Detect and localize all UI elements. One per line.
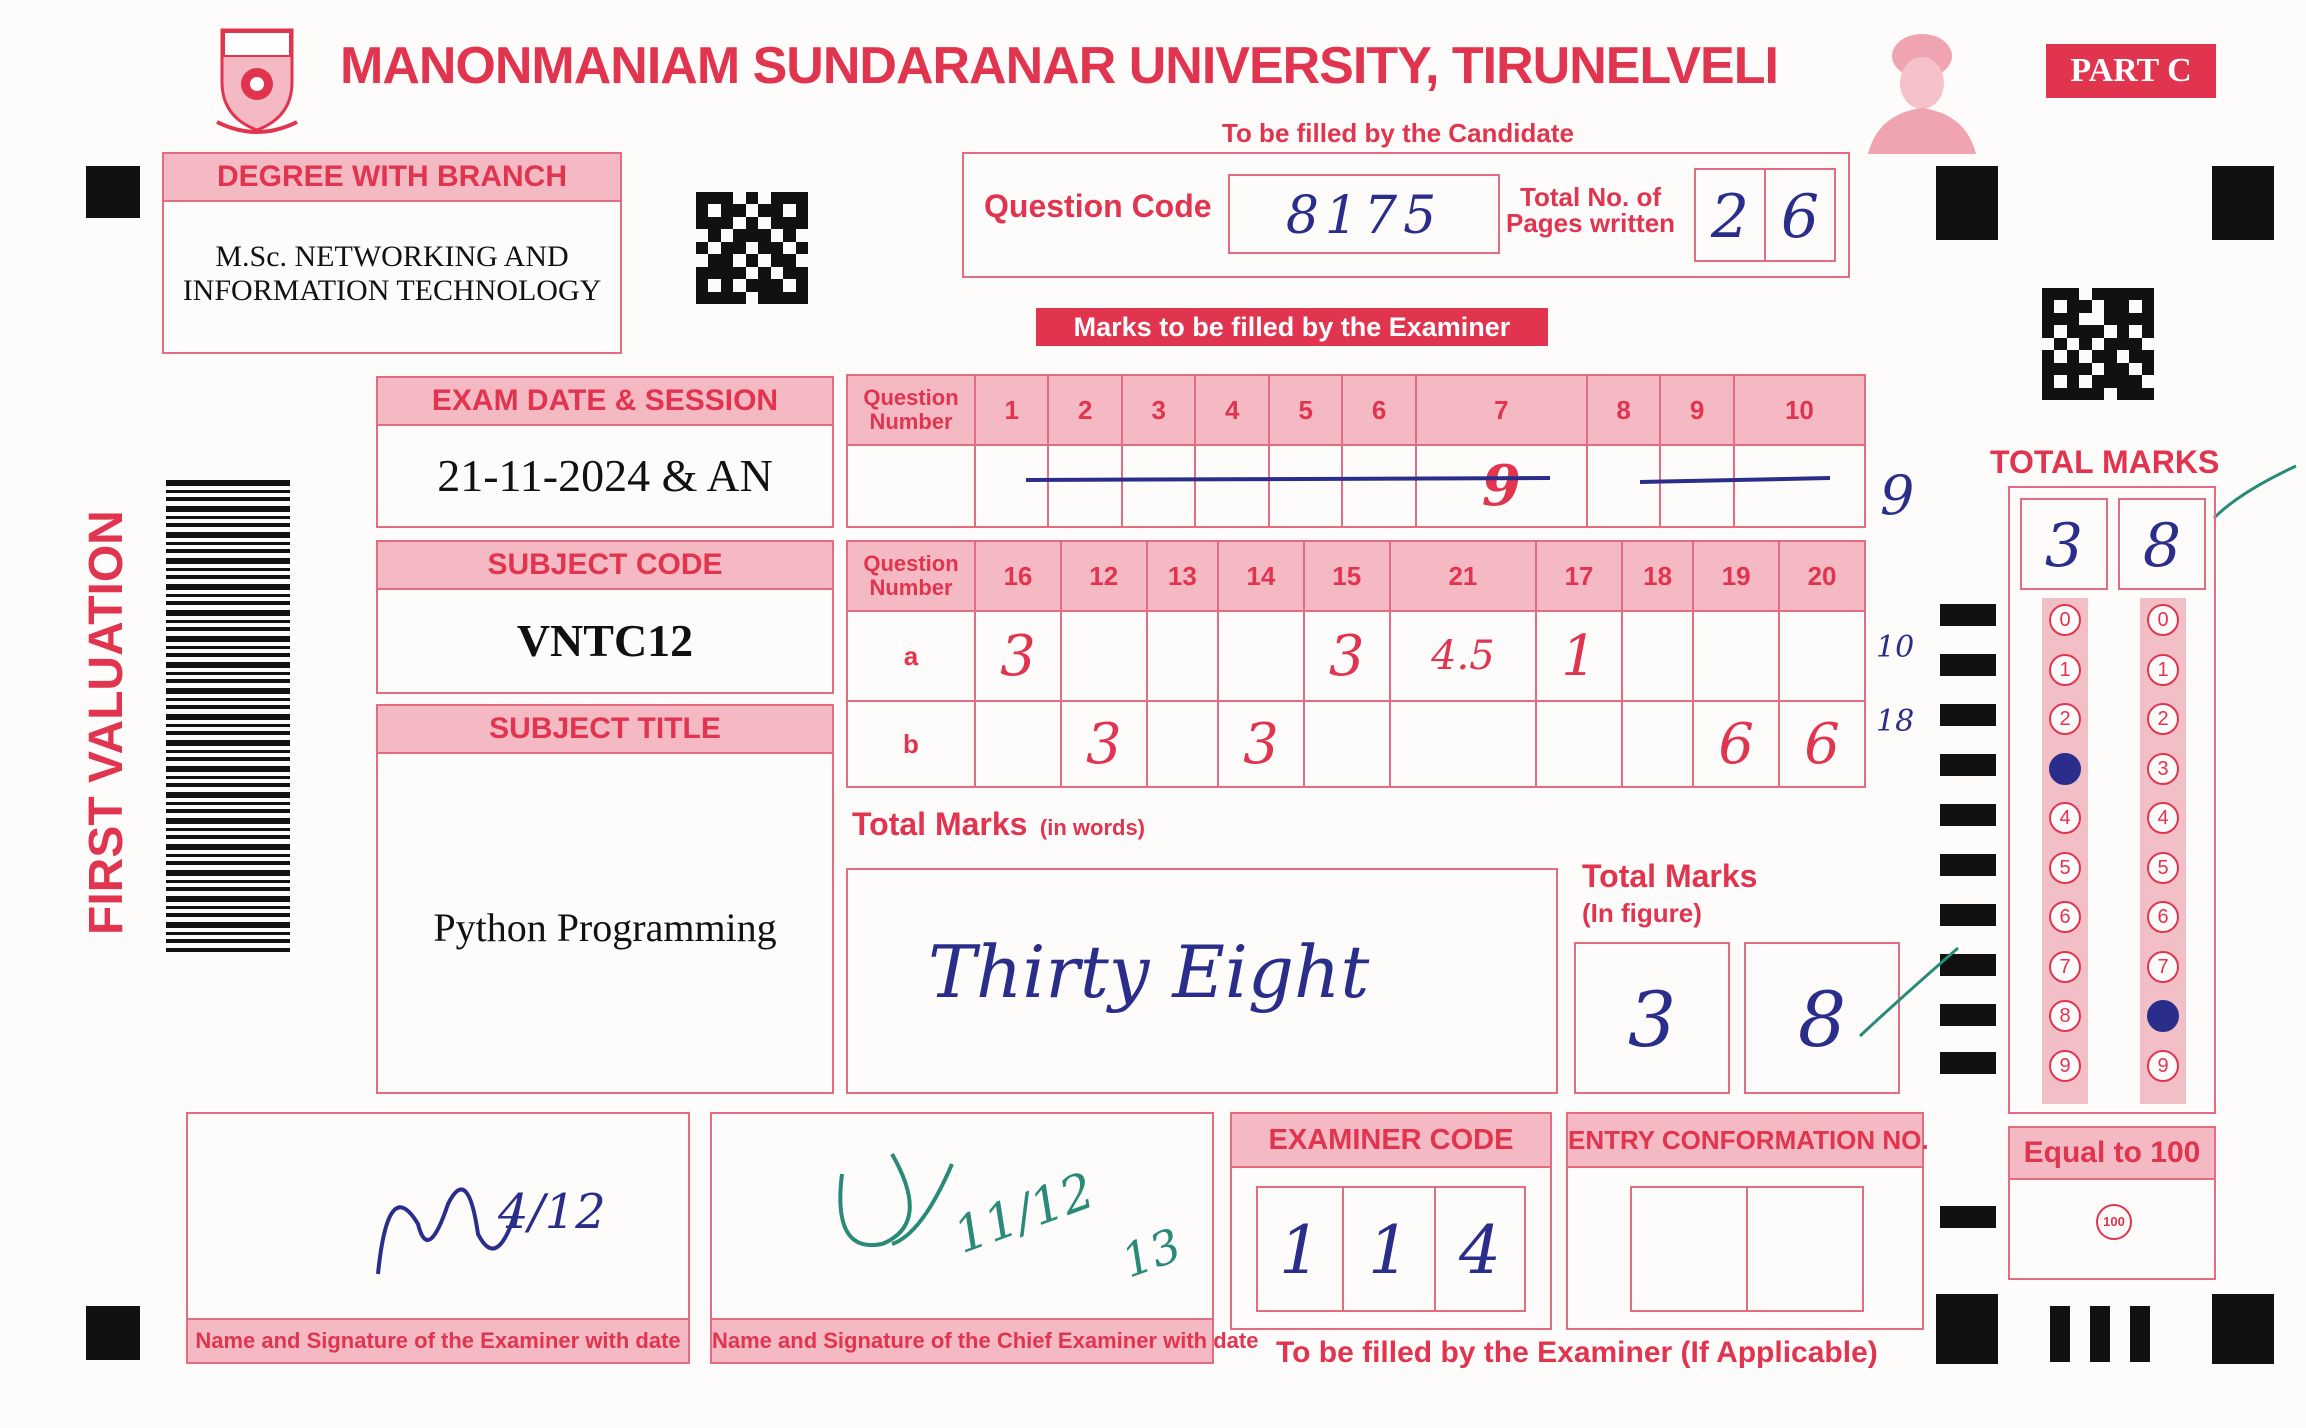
degree-label: DEGREE WITH BRANCH [164,154,620,202]
question-number-header: Question Number [847,541,975,611]
examiner-code-digit: 1 [1279,1212,1321,1289]
signature-icon [822,1134,962,1264]
degree-box [162,152,622,354]
total-words-label: Total Marks [852,806,1028,842]
pages-digit: 2 [1710,182,1750,252]
marks-cell-b[interactable] [1147,701,1218,787]
omr-bubble-7[interactable]: 7 [2147,951,2179,983]
marks-cell-a[interactable] [1693,611,1779,701]
strike-line [1020,470,1840,490]
subject-title-label: SUBJECT TITLE [378,706,832,754]
marks-cell-b[interactable] [975,701,1061,787]
examiner-code-digit-box[interactable] [1342,1186,1436,1312]
omr-bubble-3[interactable]: 3 [2147,753,2179,785]
total-marks-digit-box[interactable] [2020,498,2108,590]
subject-title-box [376,704,834,1094]
part-badge: PART C [2046,44,2216,98]
marks-cell-a[interactable] [1061,611,1147,701]
examiner-signature-box [186,1112,690,1364]
marks-cell-b[interactable] [1622,701,1693,787]
total-words-suffix: (in words) [1039,815,1146,840]
qn-header: 7 [1416,375,1587,445]
qn-header: 20 [1779,541,1865,611]
barcode-icon [166,480,290,952]
marks-cell-b[interactable]: 6 [1779,701,1865,787]
university-logo-icon [212,22,302,137]
question-number-header: Question Number [847,375,975,445]
examiner-code-box [1230,1112,1552,1330]
degree-value-line2: INFORMATION TECHNOLOGY [182,274,602,307]
pages-digit-box[interactable] [1694,168,1766,262]
chief-signature-label: Name and Signature of the Chief Examiner with date [712,1318,1212,1362]
qn-header: 3 [1122,375,1195,445]
marks-cell-b[interactable] [1304,701,1390,787]
total-figure-label: Total Marks [1582,858,1758,894]
qn-header: 5 [1269,375,1342,445]
registration-mark [1936,166,1998,240]
qn-header: 10 [1734,375,1865,445]
question-code-label: Question Code [984,188,1212,224]
marks-cell-a[interactable] [1218,611,1304,701]
subject-code-box [376,540,834,694]
examiner-signature-label: Name and Signature of the Examiner with date [188,1318,688,1362]
exam-date-value: 21-11-2024 & AN [437,450,773,501]
qn-header: 15 [1304,541,1390,611]
examiner-code-digit: 4 [1459,1212,1501,1289]
question-code-value: 8175 [1285,186,1443,246]
total-words-value: Thirty Eight [928,930,1370,1014]
footer-note: To be filled by the Examiner (If Applicable) [1276,1336,1878,1369]
top-row-total: 9 [1880,464,1915,527]
marks-cell-b[interactable]: 6 [1693,701,1779,787]
marks-cell[interactable] [847,445,975,527]
equal-to-box [2008,1126,2216,1280]
registration-mark [86,1306,140,1360]
omr-bubble-0[interactable]: 0 [2049,604,2081,636]
entry-conf-box [1566,1112,1929,1330]
qn-header: 19 [1693,541,1779,611]
marks-cell-b[interactable]: 3 [1061,701,1147,787]
signature-icon [368,1164,528,1284]
qn-header: 14 [1218,541,1304,611]
examiner-code-digit-box[interactable] [1256,1186,1344,1312]
qn-header: 16 [975,541,1061,611]
omr-bubble-8[interactable]: 8 [2049,1000,2081,1032]
omr-bubble-2[interactable]: 2 [2147,703,2179,735]
qn-header: 6 [1342,375,1415,445]
total-figure-digit: 8 [1797,975,1847,1064]
omr-bubble-5[interactable]: 5 [2147,852,2179,884]
examiner-signature-value: 4/12 [498,1184,606,1240]
registration-mark [1936,1294,1998,1364]
marks-cell-b[interactable] [1390,701,1536,787]
row-a-total: 10 [1876,630,1915,665]
omr-bubble-1[interactable]: 1 [2147,654,2179,686]
qn-header: 9 [1660,375,1733,445]
qn-header: 13 [1147,541,1218,611]
pages-digit: 6 [1780,182,1820,252]
omr-bubble-7[interactable]: 7 [2049,951,2081,983]
omr-bubble-6[interactable]: 6 [2147,901,2179,933]
total-marks-label: TOTAL MARKS [1990,444,2220,480]
pages-label-line1: Total No. of [1520,182,1662,212]
pages-label-line2: Pages written [1506,208,1676,238]
omr-bubble-3[interactable]: 3 [2049,753,2081,785]
total-marks-digit: 8 [2142,511,2182,581]
qn-header: 21 [1390,541,1536,611]
omr-bubble-6[interactable]: 6 [2049,901,2081,933]
entry-conf-field[interactable] [1746,1186,1864,1312]
registration-mark [2090,1306,2110,1362]
examiner-code-digit-box[interactable] [1434,1186,1526,1312]
equal-to-label: Equal to 100 [2010,1128,2214,1180]
qn-header: 17 [1536,541,1622,611]
marks-cell-b[interactable] [1536,701,1622,787]
total-words-field[interactable] [846,868,1558,1094]
degree-value-line1: M.Sc. NETWORKING AND [215,240,569,273]
subject-code-value: VNTC12 [516,615,694,666]
timing-mark [1940,1206,1996,1228]
qn-header: 1 [975,375,1048,445]
row-a-label: a [847,611,975,701]
chief-signature-extra: 13 [1114,1217,1189,1289]
marks-grid-top [846,374,1866,528]
top-row-mark: 9 [1481,453,1521,519]
marks-cell-a[interactable]: 4.5 [1390,611,1536,701]
qn-header: 12 [1061,541,1147,611]
marks-cell-b[interactable]: 3 [1218,701,1304,787]
marks-grid-bottom [846,540,1866,788]
registration-mark [2050,1306,2070,1362]
total-marks-digit: 3 [2044,511,2084,581]
chief-signature-box [710,1112,1259,1364]
exam-date-box [376,376,834,528]
omr-bubble-1[interactable]: 1 [2049,654,2081,686]
question-code-field[interactable] [1228,174,1500,254]
total-figure-digit-box[interactable] [1574,942,1730,1094]
pages-digit-box[interactable] [1764,168,1836,262]
omr-bubble-9[interactable]: 9 [2147,1050,2179,1082]
examiner-banner: Marks to be filled by the Examiner [1036,308,1548,346]
marks-cell-a[interactable] [1147,611,1218,701]
omr-bubble-4[interactable]: 4 [2147,802,2179,834]
omr-bubble-2[interactable]: 2 [2049,703,2081,735]
total-figure-sub: (In figure) [1582,898,1702,928]
exam-date-label: EXAM DATE & SESSION [378,378,832,426]
equal-to-badge[interactable]: 100 [2096,1204,2132,1240]
examiner-code-digit: 1 [1368,1212,1410,1289]
entry-conf-label: ENTRY CONFORMATION NO. [1568,1114,1922,1168]
qn-header: 18 [1622,541,1693,611]
qn-header: 8 [1587,375,1660,445]
row-b-total: 18 [1876,704,1915,739]
qn-header: 4 [1195,375,1268,445]
omr-bubble-5[interactable]: 5 [2049,852,2081,884]
valuation-label: FIRST VALUATION [80,510,133,935]
omr-bubble-0[interactable]: 0 [2147,604,2179,636]
total-marks-panel [2008,486,2216,1114]
omr-bubble-8[interactable]: 8 [2147,1000,2179,1032]
registration-mark [2130,1306,2150,1362]
qr-code-icon [2042,288,2154,400]
check-mark-icon [2210,462,2300,522]
entry-conf-field[interactable] [1630,1186,1748,1312]
total-marks-digit-box[interactable] [2118,498,2206,590]
registration-mark [2212,166,2274,240]
chief-signature-value: 11/12 [946,1161,1102,1265]
subject-code-label: SUBJECT CODE [378,542,832,590]
omr-bubble-9[interactable]: 9 [2049,1050,2081,1082]
check-mark-icon [1854,944,1964,1044]
marks-cell-a[interactable]: 3 [1304,611,1390,701]
marks-cell-a[interactable] [1779,611,1865,701]
marks-cell-a[interactable] [1622,611,1693,701]
total-figure-digit: 3 [1627,975,1677,1064]
marks-cell-a[interactable]: 1 [1536,611,1622,701]
qr-code-icon [696,192,808,304]
qn-header: 2 [1048,375,1121,445]
row-b-label: b [847,701,975,787]
registration-mark [86,166,140,218]
university-title: MANONMANIAM SUNDARANAR UNIVERSITY, TIRUNELVELI [340,37,1778,95]
candidate-note: To be filled by the Candidate [1222,118,1574,148]
candidate-panel [962,152,1850,278]
portrait-icon [1858,28,1986,154]
omr-bubble-4[interactable]: 4 [2049,802,2081,834]
marks-cell-a[interactable]: 3 [975,611,1061,701]
subject-title-value: Python Programming [433,905,777,950]
examiner-code-label: EXAMINER CODE [1232,1114,1550,1168]
registration-mark [2212,1294,2274,1364]
